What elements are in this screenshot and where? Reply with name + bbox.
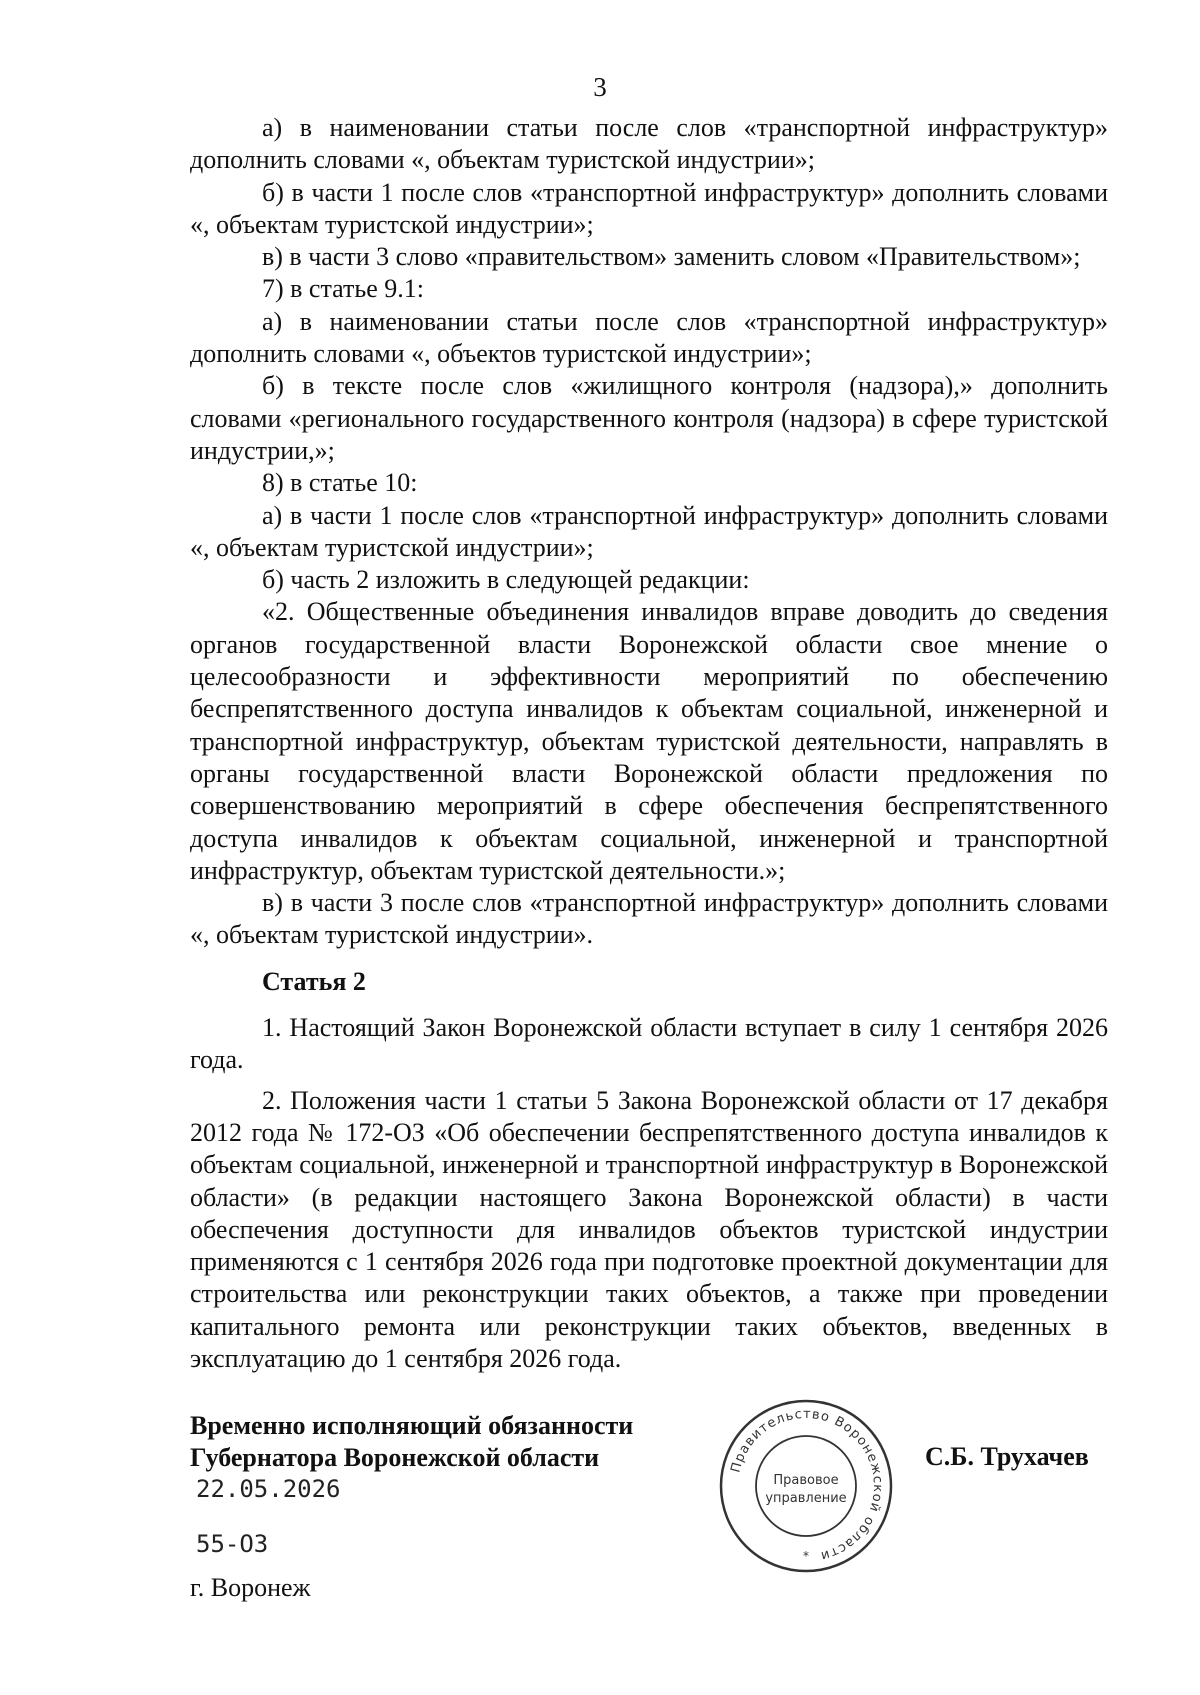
- article-heading: Статья 2: [262, 966, 366, 996]
- paragraph: б) в тексте после слов «жилищного контроля (надзора),» дополнить словами «регионального государственного контроля (надзора) в сфере туристской индустрии,»;: [190, 371, 1108, 465]
- city: г. Воронеж: [190, 1573, 311, 1602]
- stamp-star: *: [803, 1549, 809, 1563]
- article-paragraph: 2. Положения части 1 статьи 5 Закона Воронежской области от 17 декабря 2012 года № 172-ОЗ «Об обеспечении беспрепятственного доступа инвалидов к объектам социальной, инженерной и транспортной инфраструктур в Воронежской области» (в редакции настоящего Закона Воронежской области) в части обеспечения доступности для инвалидов объектов туристской индустрии применяются с 1 сентября 2026 года при подготовке проектной документации для строительства или реконструкции таких объектов, а также при проведении капитального ремонта или реконструкции таких объектов, введенных в эксплуатацию до 1 сентября 2026 года.: [190, 1085, 1108, 1373]
- stamp-center-text: Правовое: [773, 1473, 839, 1488]
- paragraph: а) в наименовании статьи после слов «транспортной инфраструктур» дополнить словами «, объектам туристской индустрии»;: [190, 113, 1108, 175]
- signatory-title-line: Губернатора Воронежской области: [190, 1443, 600, 1472]
- paragraph: а) в наименовании статьи после слов «транспортной инфраструктур» дополнить словами «, объектов туристской индустрии»;: [190, 306, 1108, 369]
- paragraph: 8) в статье 10:: [262, 468, 418, 498]
- stamp-center-text: управление: [765, 1491, 847, 1506]
- article-paragraph: 1. Настоящий Закон Воронежской области вступает в силу 1 сентября 2026 года.: [190, 1013, 1108, 1075]
- signing-date: 22.05.2026: [196, 1475, 341, 1503]
- paragraph: б) часть 2 изложить в следующей редакции:: [262, 565, 750, 595]
- signatory-title-line: Временно исполняющий обязанности: [190, 1411, 634, 1440]
- paragraph: а) в части 1 после слов «транспортной инфраструктур» дополнить словами «, объектам туристской индустрии»;: [190, 500, 1108, 562]
- paragraph: в) в части 3 слово «правительством» заменить словом «Правительством»;: [262, 242, 1081, 272]
- law-number: 55-ОЗ: [196, 1530, 269, 1558]
- paragraph: «2. Общественные объединения инвалидов вправе доводить до сведения органов государственной власти Воронежской области свое мнение о целесообразности и эффективности мероприятий по обеспечению беспрепятственного доступа инвалидов к объектам социальной, инженерной и транспортной инфраструктур, объектам туристской деятельности, направлять в органы государственной власти Воронежской области предложения по совершенствованию мероприятий в сфере обеспечения беспрепятственного доступа инвалидов к объектам социальной, инженерной и транспортной инфраструктур, объектам туристской деятельности.»;: [190, 597, 1108, 885]
- paragraph: в) в части 3 после слов «транспортной инфраструктур» дополнить словами «, объектам туристской индустрии».: [190, 888, 1108, 950]
- signatory-name: С.Б. Трухачев: [925, 1442, 1089, 1471]
- paragraph: 7) в статье 9.1:: [262, 274, 425, 304]
- document-body: [190, 112, 1108, 1375]
- stamp-ring-text: Правительство Воронежской области: [728, 1406, 886, 1564]
- signatory-title: [190, 1410, 633, 1474]
- official-stamp: [718, 1398, 894, 1574]
- page-number: 3: [593, 72, 607, 102]
- paragraph: б) в части 1 после слов «транспортной инфраструктур» дополнить словами «, объектам туристской индустрии»;: [190, 177, 1108, 239]
